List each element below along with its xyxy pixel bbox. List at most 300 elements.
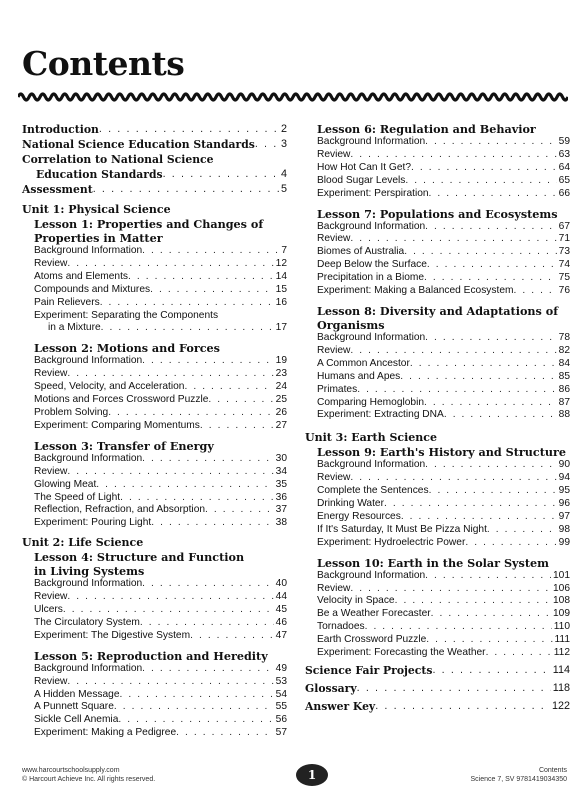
toc-entry-text: Biomes of Australia (317, 246, 405, 258)
dot-leader (425, 136, 556, 149)
dot-leader (67, 591, 273, 604)
dot-leader (350, 149, 556, 162)
toc-entry-text: Background Information (34, 452, 143, 464)
page-number: 53 (275, 675, 287, 687)
toc-entry-text: If It's Saturday, It Must Be Pizza Night (317, 523, 487, 535)
dot-leader (96, 479, 273, 492)
toc-entry[interactable] (317, 149, 570, 162)
toc-entry[interactable] (317, 511, 570, 524)
footer-section: Contents (538, 767, 567, 774)
toc-entry[interactable] (34, 453, 287, 466)
toc-entry[interactable] (317, 358, 570, 371)
dot-leader (424, 397, 557, 410)
page-number: 19 (275, 355, 287, 367)
dot-leader (255, 137, 279, 152)
toc-entry[interactable] (317, 583, 570, 596)
toc-entry-text: How Hot Can It Get? (317, 161, 411, 173)
dot-leader (93, 182, 279, 197)
lesson-heading: in Living Systems (34, 564, 145, 579)
toc-entry[interactable] (317, 485, 570, 498)
toc-entry[interactable] (34, 420, 287, 433)
page-number: 47 (275, 629, 287, 641)
page-number: 7 (281, 245, 287, 256)
page-title: Contents (22, 44, 185, 83)
toc-entry[interactable] (34, 517, 287, 530)
dot-leader (404, 246, 556, 259)
dot-leader (424, 272, 557, 285)
dot-leader (118, 714, 273, 727)
toc-entry[interactable] (22, 182, 287, 197)
dot-leader (67, 368, 273, 381)
page-number: 40 (275, 578, 287, 590)
toc-entry-text: Deep Below the Surface (317, 259, 427, 271)
toc-entry[interactable] (317, 409, 570, 422)
toc-entry[interactable] (317, 188, 570, 201)
dot-leader (400, 371, 556, 384)
page-number: 65 (558, 174, 570, 186)
toc-entry[interactable] (34, 504, 287, 517)
page-number: 87 (558, 396, 570, 408)
page-number: 30 (275, 452, 287, 464)
toc-entry-title: Experiment: Separating the Components (34, 309, 219, 321)
toc-entry[interactable] (34, 355, 287, 368)
toc-entry-text: Science Fair Projects (305, 664, 433, 677)
toc-entry[interactable] (317, 498, 570, 511)
toc-entry-title (22, 152, 287, 167)
page-number: 111 (554, 634, 570, 646)
dot-leader (142, 245, 279, 258)
toc-entry-text: Review (317, 148, 351, 160)
toc-entry[interactable] (317, 397, 570, 410)
dot-leader (425, 570, 551, 583)
toc-entry-text: Motions and Forces Crossword Puzzle (34, 394, 209, 406)
lesson-heading: Lesson 3: Transfer of Energy (34, 438, 214, 453)
page-number: 14 (275, 270, 287, 282)
toc-entry[interactable] (317, 233, 570, 246)
toc-entry[interactable] (34, 630, 287, 643)
page-number: 98 (558, 523, 570, 535)
toc-entry[interactable] (305, 663, 570, 678)
dot-leader (205, 504, 274, 517)
dot-leader (425, 459, 556, 472)
dot-leader (410, 358, 557, 371)
page-number: 56 (275, 714, 287, 726)
spacer (305, 422, 570, 428)
dot-leader (151, 517, 273, 530)
toc-entry-text: Experiment: Perspiration (317, 187, 429, 199)
toc-entry-text: Blood Sugar Levels (317, 174, 406, 186)
page-number: 114 (552, 664, 570, 676)
lesson-heading: Organisms (317, 317, 385, 332)
toc-entry-text: Background Information (34, 355, 143, 367)
toc-entry-text: Review (34, 675, 68, 687)
page-number: 45 (275, 604, 287, 616)
toc-entry-text: Background Information (317, 220, 426, 232)
dot-leader (190, 630, 274, 643)
toc-entry[interactable] (317, 634, 570, 647)
toc-entry[interactable] (317, 345, 570, 358)
dot-leader (487, 524, 557, 537)
toc-entry-text: Primates (317, 383, 358, 395)
toc-entry-text: Review (34, 465, 68, 477)
lesson-items (317, 570, 570, 660)
page-number: 37 (275, 504, 287, 516)
dot-leader (176, 727, 274, 740)
toc-entry-text: Precipitation in a Biome (317, 272, 425, 284)
toc-entry[interactable] (34, 701, 287, 714)
dot-leader (350, 472, 556, 485)
lesson-heading: Lesson 8: Diversity and Adaptations of (317, 303, 559, 318)
page-number: 88 (558, 409, 570, 421)
toc-entry[interactable] (305, 699, 570, 714)
spacer (22, 530, 287, 533)
page-number: 54 (275, 688, 287, 700)
toc-entry-text: Compounds and Mixtures (34, 283, 151, 295)
dot-leader (67, 466, 273, 479)
page-number: 16 (275, 296, 287, 308)
page-number: 27 (275, 419, 287, 431)
toc-entry-text: Tornadoes (317, 621, 365, 633)
page-number: 73 (558, 246, 570, 258)
page-number: 35 (275, 478, 287, 490)
page-number: 3 (280, 138, 287, 150)
page-number: 23 (275, 368, 287, 380)
toc-entry-text: National Science Education Standards (22, 138, 255, 151)
toc-entry[interactable] (22, 137, 287, 152)
toc-entry-text: Experiment: Making a Balanced Ecosystem (317, 285, 514, 297)
dot-leader (67, 258, 273, 271)
toc-entry[interactable] (34, 578, 287, 591)
page-number: 112 (553, 647, 570, 659)
dot-leader (200, 420, 274, 433)
toc-entry-text: Energy Resources (317, 510, 401, 522)
page-number: 57 (275, 727, 287, 739)
dot-leader (405, 175, 556, 188)
toc-entry[interactable] (34, 676, 287, 689)
page-number: 15 (275, 283, 287, 295)
lesson-heading: Lesson 1: Properties and Changes of (34, 217, 264, 231)
toc-entry-text: Review (34, 591, 68, 603)
toc-entry-text: A Common Ancestor (317, 357, 410, 369)
toc-entry[interactable] (317, 472, 570, 485)
page-number: 85 (558, 370, 570, 382)
page-number: 110 (553, 621, 570, 633)
toc-entry[interactable] (22, 122, 287, 137)
toc-entry[interactable] (317, 608, 570, 621)
page-number-badge: 1 (296, 764, 328, 786)
toc-entry-text: The Speed of Light (34, 491, 121, 503)
dot-leader (140, 617, 274, 630)
toc-entry[interactable] (317, 162, 570, 175)
toc-entry-text: Review (317, 233, 351, 245)
page-number: 4 (280, 168, 287, 180)
toc-entry-text: Background Information (317, 459, 426, 471)
toc-entry-text: Comparing Hemoglobin (317, 396, 425, 408)
lesson-items (34, 453, 287, 530)
page-number: 109 (553, 608, 570, 620)
page-number: 99 (558, 536, 570, 548)
dot-leader (100, 297, 274, 310)
page-number: 94 (558, 472, 570, 484)
toc-entry[interactable] (317, 570, 570, 583)
lesson-heading: Properties in Matter (34, 231, 163, 245)
toc-entry-text: Experiment: Comparing Momentums (34, 419, 200, 431)
dot-leader (357, 681, 551, 696)
lesson-items (34, 245, 287, 335)
toc-entry-text: Experiment: Forecasting the Weather (317, 647, 486, 659)
toc-entry[interactable] (317, 371, 570, 384)
toc-entry-text: Review (34, 368, 68, 380)
page-number: 90 (558, 459, 570, 471)
toc-entry[interactable] (34, 284, 287, 297)
dot-leader (357, 384, 556, 397)
toc-entry[interactable] (34, 604, 287, 617)
page-number: 44 (275, 591, 287, 603)
dot-leader (114, 701, 274, 714)
toc-entry[interactable] (317, 647, 570, 660)
dot-leader (120, 689, 274, 702)
lesson-items (317, 136, 570, 201)
page-number: 118 (552, 682, 570, 694)
dot-leader (365, 621, 552, 634)
unit-heading: Unit 3: Earth Science (305, 431, 437, 445)
page-number: 78 (558, 331, 570, 343)
toc-entry-text: Experiment: Extracting DNA (317, 409, 444, 421)
dot-leader (431, 608, 551, 621)
dot-leader (429, 188, 557, 201)
dot-leader (63, 604, 274, 617)
toc-entry-text: Review (317, 344, 351, 356)
page-number: 34 (275, 465, 287, 477)
lesson-heading: Lesson 4: Structure and Function (34, 550, 245, 565)
dot-leader (425, 221, 556, 234)
page-number: 122 (551, 700, 570, 712)
toc-entry[interactable] (34, 394, 287, 407)
toc-entry-text: Experiment: The Digestive System (34, 629, 191, 641)
page-number: 12 (275, 257, 287, 269)
dot-leader (350, 345, 556, 358)
unit-heading: Unit 2: Life Science (22, 536, 144, 550)
page-number: 24 (275, 381, 287, 393)
dot-leader (426, 634, 552, 647)
toc-entry[interactable] (317, 272, 570, 285)
dot-leader (401, 511, 557, 524)
page-number: 97 (558, 510, 570, 522)
toc-entry-text: Experiment: Making a Pedigree (34, 727, 177, 739)
toc-entry-text: Earth Crossword Puzzle (317, 634, 427, 646)
dot-leader (411, 162, 557, 175)
dot-leader (513, 285, 556, 298)
toc-entry[interactable] (317, 246, 570, 259)
toc-entry[interactable] (34, 368, 287, 381)
toc-entry[interactable] (34, 271, 287, 284)
toc-entry[interactable] (34, 727, 287, 740)
lesson-items (317, 332, 570, 422)
toc-entry[interactable] (317, 221, 570, 234)
dot-leader (465, 537, 556, 550)
toc-entry-text: Background Information (34, 578, 143, 590)
lesson-heading: Lesson 6: Regulation and Behavior (317, 122, 536, 136)
toc-entry[interactable] (34, 689, 287, 702)
contents-right-column (305, 122, 570, 714)
lesson-items (34, 578, 287, 643)
toc-entry[interactable] (317, 175, 570, 188)
dot-leader (427, 259, 557, 272)
page-number: 38 (275, 517, 287, 529)
toc-entry-text: Experiment: Pouring Light (34, 517, 152, 529)
toc-entry[interactable] (317, 136, 570, 149)
toc-entry-text: Background Information (317, 331, 426, 343)
page-number: 63 (558, 148, 570, 160)
unit-heading: Unit 1: Physical Science (22, 203, 171, 216)
page-number: 17 (275, 322, 287, 334)
dot-leader (425, 332, 556, 345)
page-number: 86 (558, 383, 570, 395)
dot-leader (375, 699, 550, 714)
toc-entry-text: Education Standards (36, 168, 163, 181)
page-number: 49 (275, 662, 287, 674)
toc-entry[interactable] (317, 459, 570, 472)
footer-book-id: Science 7, SV 9781419034350 (470, 776, 567, 783)
lesson-heading: Lesson 7: Populations and Ecosystems (317, 206, 558, 221)
toc-entry-text: Review (317, 472, 351, 484)
toc-entry[interactable] (34, 617, 287, 630)
dot-leader (142, 355, 273, 368)
wavy-divider (18, 86, 568, 108)
toc-entry[interactable] (317, 285, 570, 298)
dot-leader (208, 394, 273, 407)
footer-right (470, 766, 567, 784)
dot-leader (395, 595, 551, 608)
toc-entry-text: Ulcers (34, 604, 63, 616)
toc-entry[interactable] (34, 381, 287, 394)
toc-entry[interactable] (34, 297, 287, 310)
toc-entry-text: Problem Solving (34, 406, 109, 418)
toc-entry[interactable] (34, 258, 287, 271)
page-number: 46 (275, 616, 287, 628)
toc-entry-text: Glossary (305, 682, 357, 695)
toc-entry-text: Introduction (22, 123, 99, 136)
toc-entry[interactable] (317, 259, 570, 272)
dot-leader (163, 167, 279, 182)
dot-leader (101, 322, 274, 335)
dot-leader (384, 498, 557, 511)
dot-leader (429, 485, 557, 498)
footer-url[interactable]: www.harcourtschoolsupply.com (22, 767, 120, 774)
page-number: 106 (553, 582, 570, 594)
dot-leader (444, 409, 557, 422)
toc-entry[interactable] (317, 621, 570, 634)
toc-entry[interactable] (34, 245, 287, 258)
toc-entry[interactable] (34, 663, 287, 676)
toc-entry[interactable] (34, 714, 287, 727)
page-number: 108 (553, 595, 570, 607)
toc-entry-text: Background Information (34, 245, 143, 256)
page-number: 55 (275, 701, 287, 713)
toc-entry-text: Complete the Sentences (317, 485, 429, 497)
dot-leader (350, 583, 551, 596)
page-number: 101 (553, 569, 570, 581)
toc-entry-text: Speed, Velocity, and Acceleration (34, 381, 185, 393)
lesson-heading: Lesson 10: Earth in the Solar System (317, 555, 549, 570)
page-number: 36 (275, 491, 287, 503)
dot-leader (486, 647, 552, 660)
toc-entry-text: Pain Relievers (34, 296, 100, 308)
toc-entry[interactable] (317, 537, 570, 550)
toc-entry-text: Background Information (317, 569, 426, 581)
toc-entry-text: Review (34, 257, 68, 269)
toc-entry[interactable] (317, 595, 570, 608)
toc-entry-text: Answer Key (305, 700, 376, 713)
page-number: 76 (558, 285, 570, 297)
toc-entry[interactable] (317, 524, 570, 537)
toc-entry[interactable] (34, 591, 287, 604)
toc-entry[interactable] (317, 332, 570, 345)
toc-entry-text: Reflection, Refraction, and Absorption (34, 504, 206, 516)
toc-entry-text: A Hidden Message (34, 688, 120, 700)
toc-entry[interactable] (317, 384, 570, 397)
toc-entry-text: Be a Weather Forecaster (317, 608, 431, 620)
toc-entry-text: Drinking Water (317, 498, 384, 510)
toc-entry-text: Glowing Meat (34, 478, 97, 490)
toc-entry[interactable] (34, 322, 287, 335)
toc-entry[interactable] (34, 492, 287, 505)
lesson-heading: Lesson 2: Motions and Forces (34, 341, 220, 356)
toc-entry-text: Correlation to National Science (22, 153, 214, 166)
toc-entry[interactable] (305, 681, 570, 696)
footer-left (22, 766, 155, 784)
toc-entry-text: Sickle Cell Anemia (34, 714, 119, 726)
page-number: 84 (558, 357, 570, 369)
page-number: 25 (275, 394, 287, 406)
dot-leader (150, 284, 274, 297)
toc-entry[interactable] (34, 407, 287, 420)
page-number: 2 (280, 123, 287, 135)
page-number: 66 (558, 187, 570, 199)
lesson-heading: Lesson 9: Earth's History and Structure (317, 445, 567, 460)
toc-entry-text: Atoms and Elements (34, 270, 128, 282)
toc-entry-text: Experiment: Hydroelectric Power (317, 536, 466, 548)
toc-entry-text: The Circulatory System (34, 616, 140, 628)
toc-entry[interactable] (34, 479, 287, 492)
page-number: 26 (275, 406, 287, 418)
dot-leader (99, 122, 279, 137)
page-number: 64 (558, 161, 570, 173)
dot-leader (108, 407, 273, 420)
dot-leader (142, 453, 273, 466)
toc-entry-text: Assessment (22, 183, 93, 196)
toc-entry-text: Background Information (317, 136, 426, 147)
lesson-items (34, 355, 287, 432)
dot-leader (432, 663, 550, 678)
toc-entry[interactable] (22, 167, 287, 182)
page-number: 95 (558, 485, 570, 497)
lesson-items (34, 663, 287, 740)
page-number: 71 (558, 233, 570, 245)
page-number: 5 (280, 183, 287, 195)
dot-leader (120, 492, 274, 505)
dot-leader (128, 271, 274, 284)
contents-left-column (22, 122, 287, 740)
dot-leader (142, 663, 273, 676)
lesson-items (317, 221, 570, 298)
toc-entry-text: Review (317, 582, 351, 594)
page-number: 74 (558, 259, 570, 271)
spacer (22, 197, 287, 200)
toc-entry-text: A Punnett Square (34, 701, 114, 713)
page-number: 75 (558, 272, 570, 284)
toc-entry[interactable] (34, 466, 287, 479)
